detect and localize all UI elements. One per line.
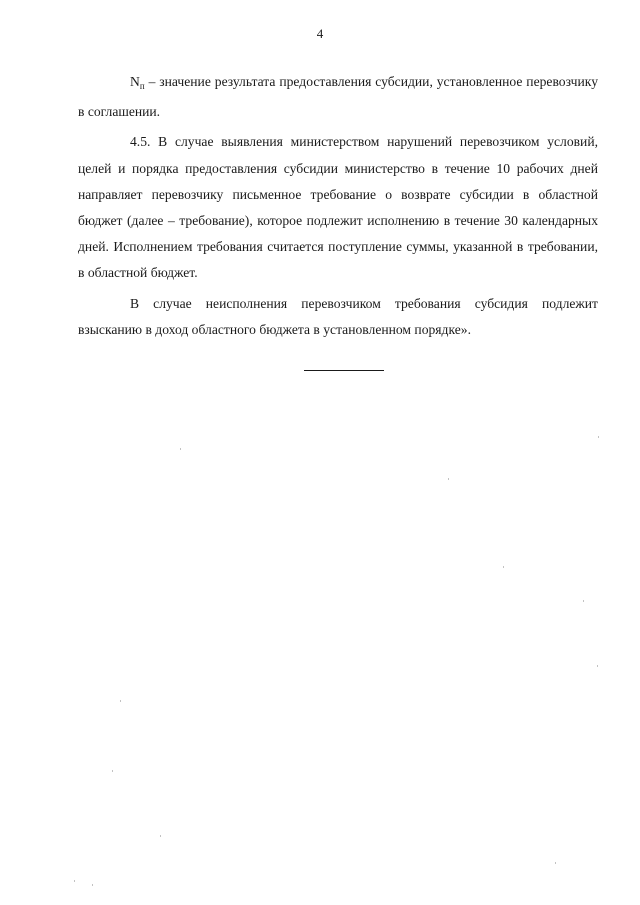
scan-speck xyxy=(503,566,504,568)
scan-speck xyxy=(583,600,584,602)
scan-speck xyxy=(448,478,449,480)
scan-speck xyxy=(160,835,161,837)
document-body xyxy=(78,69,598,347)
scan-speck xyxy=(74,880,75,882)
closing-divider-line xyxy=(304,370,384,371)
formula-definition-text: – значение результата предоставления субсидии, установленное перевозчику в соглашении. xyxy=(78,74,598,120)
scan-speck xyxy=(120,700,121,702)
scan-speck xyxy=(598,436,599,438)
formula-symbol: N xyxy=(130,74,140,89)
scan-speck xyxy=(112,770,113,772)
paragraph-non-fulfillment: В случае неисполнения перевозчиком требования субсидия подлежит взысканию в доход областного бюджета в установленном порядке». xyxy=(78,295,598,337)
paragraph-formula-definition xyxy=(78,69,598,125)
scan-speck xyxy=(597,665,598,667)
scan-speck xyxy=(180,448,181,450)
scan-speck xyxy=(555,862,556,864)
paragraph-clause-4-5: 4.5. В случае выявления министерством нарушений перевозчиком условий, целей и порядка предоставления субсидии министерство в течение 10 рабочих дней направляет перевозчику письменное требование о возврате субсидии в областной бюджет (далее – требование), которое подлежит исполнению в течение 30 календарных дней. Исполнением требования считается поступление суммы, указанной в требовании, в областной бюджет. xyxy=(78,134,598,281)
page-number: 4 xyxy=(316,26,324,41)
formula-symbol-subscript: п xyxy=(139,81,145,91)
scan-speck xyxy=(92,884,93,886)
